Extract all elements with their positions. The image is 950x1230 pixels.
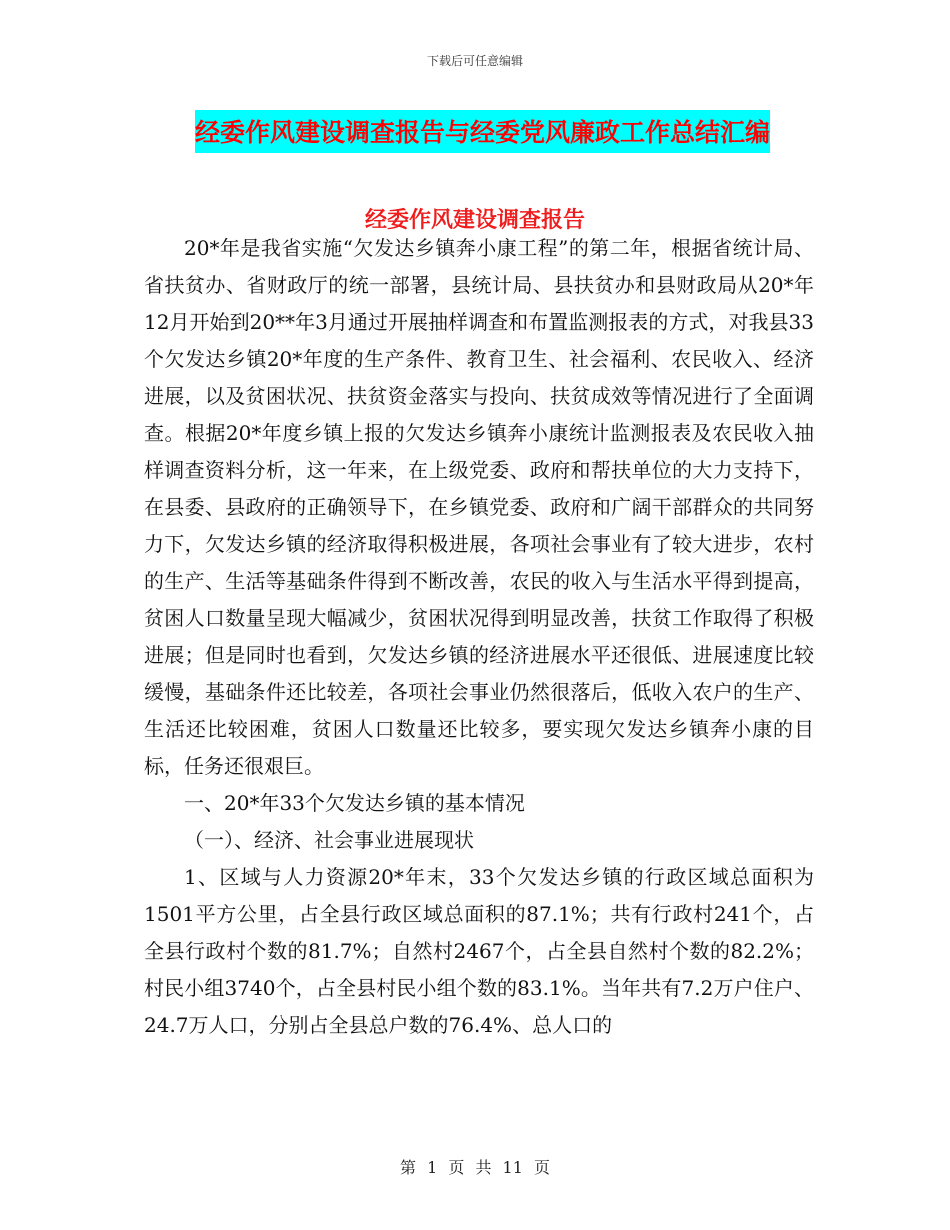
document-main-title: 经委作风建设调查报告与经委党风廉政工作总结汇编 xyxy=(195,110,770,153)
page-header-note: 下载后可任意编辑 xyxy=(426,54,523,68)
document-body xyxy=(144,230,814,1044)
body-paragraph-intro: 20*年是我省实施“欠发达乡镇奔小康工程”的第二年，根据省统计局、省扶贫办、省财政厅的统一部署，县统计局、县扶贫办和县财政局从20*年12月开始到20**年3月通过开展抽样调查和布置监测报表的方式，对我县33个欠发达乡镇20*年度的生产条件、教育卫生、社会福利、农民收入、经济进展，以及贫困状况、扶贫资金落实与投向、扶贫成效等情况进行了全面调查。根据20*年度乡镇上报的欠发达乡镇奔小康统计监测报表及农民收入抽样调查资料分析，这一年来，在上级党委、政府和帮扶单位的大力支持下，在县委、县政府的正确领导下，在乡镇党委、政府和广阔干部群众的共同努力下，欠发达乡镇的经济取得积极进展，各项社会事业有了较大进步，农村的生产、生活等基础条件得到不断改善，农民的收入与生活水平得到提高，贫困人口数量呈现大幅减少，贫困状况得到明显改善，扶贫工作取得了积极进展；但是同时也看到，欠发达乡镇的经济进展水平还很低、进展速度比较缓慢，基础条件还比较差，各项社会事业仍然很落后，低收入农户的生产、生活还比较困难，贫困人口数量还比较多，要实现欠发达乡镇奔小康的目标，任务还很艰巨。 xyxy=(144,236,814,778)
body-subheading-1: （一）、经济、社会事业进展现状 xyxy=(184,828,474,852)
page-footer-number: 第 1 页 共 11 页 xyxy=(400,1158,550,1177)
body-heading-1: 一、20*年33个欠发达乡镇的基本情况 xyxy=(184,791,525,815)
body-paragraph-region: 1、区域与人力资源20*年末，33个欠发达乡镇的行政区域总面积为1501平方公里，占全县行政区域总面积的87.1%；共有行政村241个，占全县行政村个数的81.7%；自然村2467个，占全县自然村个数的82.2%；村民小组3740个，占全县村民小组个数的83.1%。当年共有7.2万户住户、24.7万人口，分别占全县总户数的76.4%、总人口的 xyxy=(144,865,814,1037)
section-title: 经委作风建设调查报告 xyxy=(364,208,585,233)
